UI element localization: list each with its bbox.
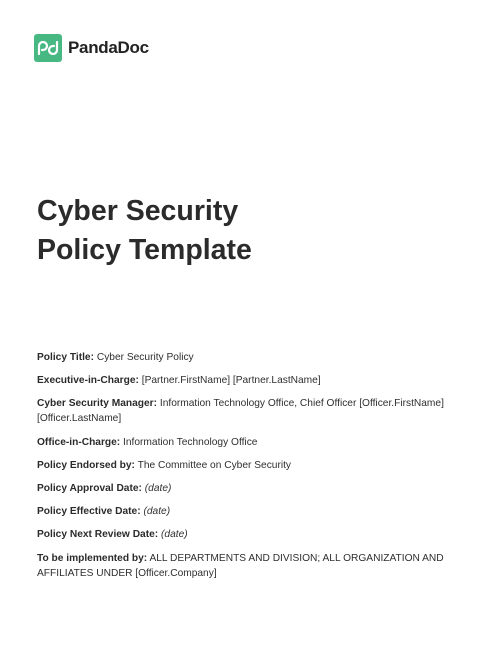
field-value: (date) [143, 506, 171, 518]
field-label: Policy Endorsed by: [37, 459, 135, 471]
document-title-line-2: Policy Template [37, 233, 252, 266]
field-value: Information Technology Office, Chief Officer [Officer.FirstName] [Officer.LastName] [37, 398, 444, 425]
field-to-be-implemented-by [37, 551, 457, 581]
document-title-line-1: Cyber Security [37, 195, 239, 227]
field-label: Cyber Security Manager: [37, 398, 158, 410]
field-policy-endorsed-by [37, 458, 457, 473]
field-policy-title [37, 350, 457, 365]
document-title [37, 192, 252, 269]
field-label: To be implemented by: [37, 552, 148, 564]
policy-details [37, 350, 457, 589]
field-value: ALL DEPARTMENTS AND DIVISION; ALL ORGANIZATION AND AFFILIATES UNDER [Officer.Company] [37, 552, 444, 579]
field-policy-approval-date [37, 481, 457, 496]
field-value: (date) [161, 529, 188, 541]
field-value: Information Technology Office [123, 436, 258, 448]
field-cyber-security-manager [37, 396, 457, 426]
field-label: Office-in-Charge: [37, 436, 121, 448]
field-label: Policy Effective Date: [37, 506, 141, 518]
field-executive-in-charge [37, 373, 457, 388]
field-label: Executive-in-Charge: [37, 375, 139, 387]
field-policy-next-review-date [37, 527, 457, 542]
field-value: The Committee on Cyber Security [137, 459, 292, 471]
field-office-in-charge [37, 435, 457, 450]
field-label: Policy Approval Date: [37, 482, 142, 494]
pandadoc-logo-icon [34, 34, 62, 62]
field-label: Policy Title: [37, 352, 94, 363]
field-value: Cyber Security Policy [96, 352, 194, 363]
field-value: [Partner.FirstName] [Partner.LastName] [141, 375, 321, 387]
brand-name: PandaDoc [68, 38, 149, 57]
field-label: Policy Next Review Date: [37, 529, 159, 541]
field-policy-effective-date [37, 504, 457, 519]
field-value: (date) [144, 482, 172, 494]
brand-logo [34, 34, 149, 62]
